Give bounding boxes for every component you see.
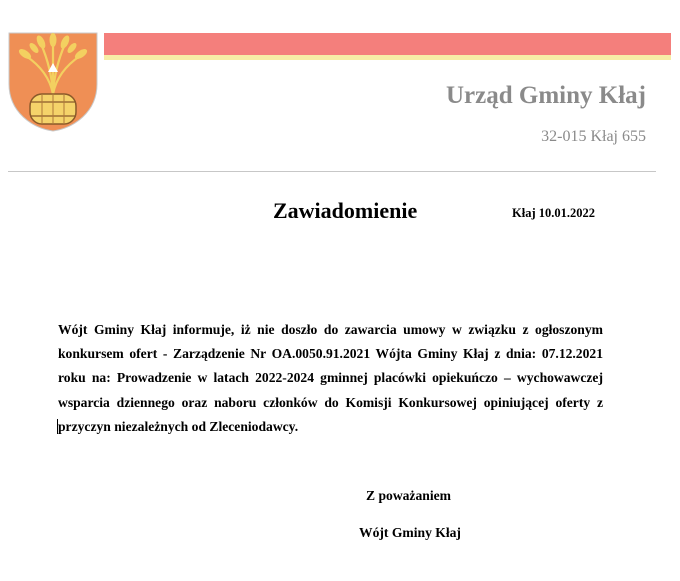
header-divider <box>8 171 656 172</box>
document-date: Kłaj 10.01.2022 <box>512 206 595 220</box>
closing-salutation: Z poważaniem <box>366 488 451 503</box>
text-cursor <box>57 419 58 434</box>
office-address: 32-015 Kłaj 655 <box>541 128 646 145</box>
signature: Wójt Gminy Kłaj <box>359 525 461 540</box>
office-name: Urząd Gminy Kłaj <box>446 82 646 109</box>
notice-body: Wójt Gminy Kłaj informuje, iż nie doszło do zawarcia umowy w związku z ogłoszonym konkursem ofert - Zarządzenie Nr OA.0050.91.2021 Wójta Gminy Kłaj z dnia: 07.12.2021 roku na: Prowadzenie w latach 2022-2024 gminnej placówki opiekuńczo – wychowawczej wsparcia dziennego oraz naboru członków do Komisji Konkursowej opiniującej oferty z przyczyn niezależnych od Zleceniodawcy. <box>58 322 603 434</box>
document-title: Zawiadomienie <box>273 198 418 223</box>
header-banner <box>104 33 671 55</box>
header-banner-stripe <box>104 55 671 60</box>
coat-of-arms-icon <box>8 32 98 132</box>
